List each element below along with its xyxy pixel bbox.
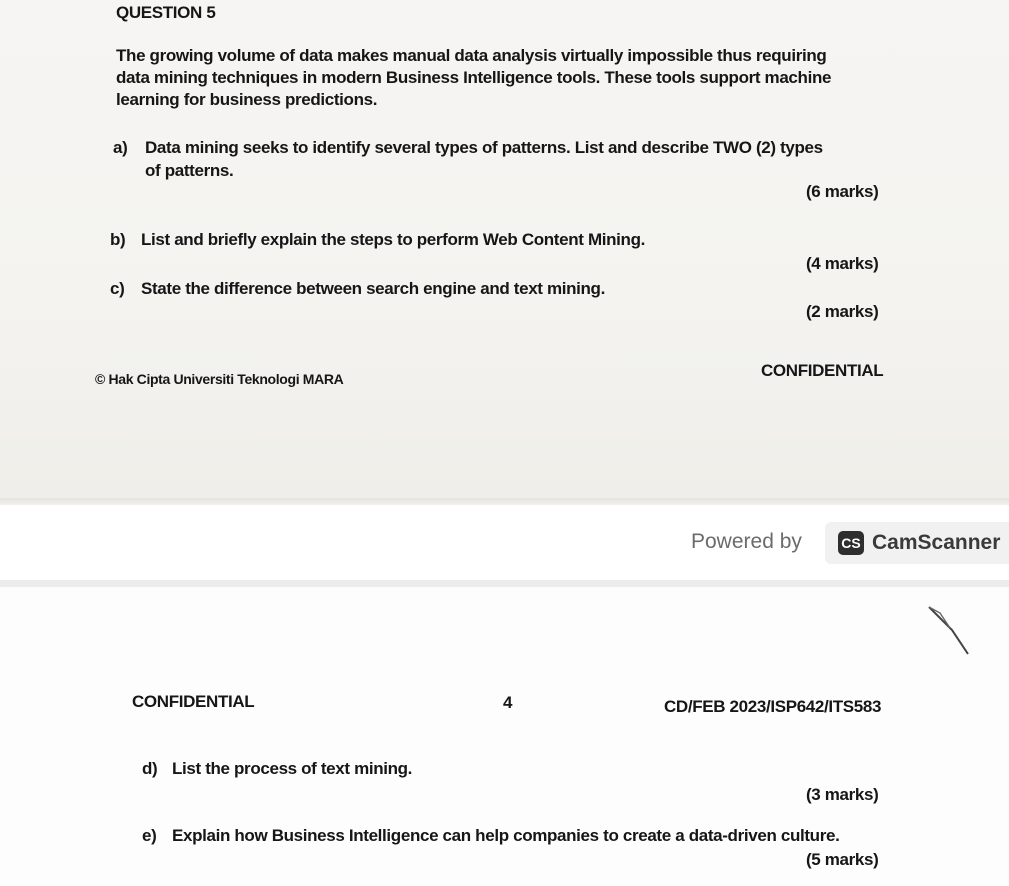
question-a-line2: of patterns. bbox=[145, 161, 234, 180]
question-d-label: d) bbox=[142, 759, 158, 778]
question-e-label: e) bbox=[142, 826, 157, 845]
camscanner-brand: CamScanner bbox=[872, 531, 1001, 554]
page-number: 4 bbox=[503, 693, 513, 712]
question-a-label: a) bbox=[113, 138, 128, 157]
course-code: CD/FEB 2023/ISP642/ITS583 bbox=[664, 697, 882, 716]
question-d-text: List the process of text mining. bbox=[172, 759, 413, 778]
question-b-marks: (4 marks) bbox=[806, 254, 879, 273]
question-c-text: State the difference between search engine and text mining. bbox=[141, 279, 605, 298]
pen-mark-icon bbox=[926, 604, 972, 658]
question-heading: QUESTION 5 bbox=[116, 3, 216, 22]
intro-line-2: data mining techniques in modern Business Intelligence tools. These tools support machine bbox=[116, 68, 832, 87]
question-e-marks: (5 marks) bbox=[806, 850, 879, 869]
intro-line-3: learning for business predictions. bbox=[116, 90, 378, 109]
page2-header-confidential: CONFIDENTIAL bbox=[132, 692, 255, 711]
question-intro bbox=[116, 45, 891, 111]
confidential-footer: CONFIDENTIAL bbox=[761, 361, 884, 380]
question-b-label: b) bbox=[110, 230, 126, 249]
question-e-text: Explain how Business Intelligence can help companies to create a data-driven culture. bbox=[172, 826, 840, 845]
question-a-marks: (6 marks) bbox=[806, 182, 879, 201]
question-b-text: List and briefly explain the steps to perform Web Content Mining. bbox=[141, 230, 645, 249]
copyright-footer: © Hak Cipta Universiti Teknologi MARA bbox=[95, 371, 344, 387]
question-c-marks: (2 marks) bbox=[806, 302, 879, 321]
camscanner-logo-icon: CS bbox=[838, 531, 864, 555]
page-divider bbox=[0, 580, 1009, 587]
intro-line-1: The growing volume of data makes manual data analysis virtually impossible thus requiring bbox=[116, 46, 827, 65]
question-d-marks: (3 marks) bbox=[806, 785, 879, 804]
question-c-label: c) bbox=[110, 279, 125, 298]
powered-by-text: Powered by bbox=[691, 530, 802, 553]
question-a-line1: Data mining seeks to identify several types of patterns. List and describe TWO (2) types bbox=[145, 138, 823, 157]
